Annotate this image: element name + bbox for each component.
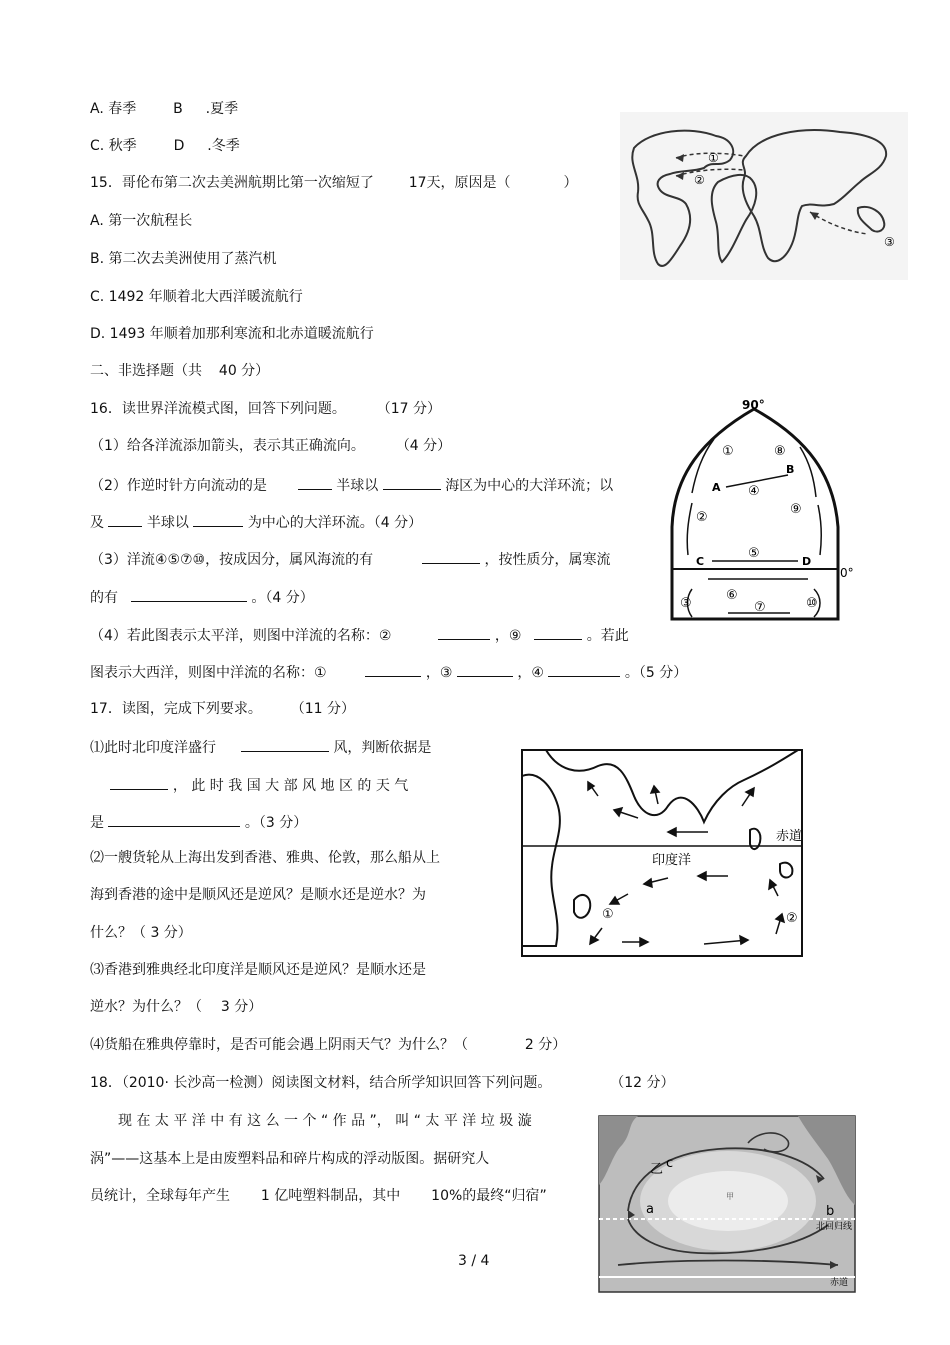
option-a-letter: A.	[90, 101, 104, 117]
q17-p1-text: 风，判断依据是	[333, 740, 432, 756]
answer-blank[interactable]	[110, 775, 168, 790]
q16-p1-text: （1）给各洋流添加箭头，表示其正确流向。	[90, 438, 365, 454]
q18-paragraph-line1: 现 在 太 平 洋 中 有 这 么 一 个 “ 作 品 ”， 叫 “ 太 平 洋 垃 圾 漩	[118, 1113, 532, 1129]
q17-p1-text: 是	[90, 815, 104, 831]
equator-label: 赤道	[776, 829, 803, 844]
indian-ocean-label: 印度洋	[652, 853, 692, 868]
q16-p2-text: 及	[90, 515, 104, 531]
current-3-label: ③	[680, 596, 692, 611]
q15-stem-part: ）	[563, 175, 578, 191]
q16-part-4-line1	[90, 625, 629, 645]
q16-part-2-line1	[90, 475, 613, 495]
answer-blank[interactable]	[457, 662, 513, 677]
current-7-label: ⑦	[754, 600, 766, 615]
q17-part-1-line3	[90, 812, 307, 832]
q16-p2-text: 半球以	[336, 478, 379, 494]
equator-label: 赤道	[830, 1278, 849, 1288]
q15-option-d: D. 1493 年顺着加那利寒流和北赤道暖流航行	[90, 326, 374, 342]
q15-stem-part: 17天，原因是（	[408, 175, 511, 191]
label-c: c	[666, 1156, 674, 1171]
current-9-label: ⑨	[790, 502, 802, 517]
current-10-label: ⑩	[806, 596, 818, 611]
q17-p3-text: 3 分）	[220, 999, 263, 1015]
q17-p1-text: ⑴此时北印度洋盛行	[90, 740, 216, 756]
q16-p2-text: 海区为中心的大洋环流；以	[445, 478, 614, 494]
point-a-label: A	[712, 481, 721, 494]
q17-p4-text: ⑷货船在雅典停靠时，是否可能会遇上阴雨天气？为什么？（	[90, 1037, 468, 1053]
q18-stem	[90, 1074, 675, 1092]
label-b: b	[826, 1204, 835, 1219]
q14-option-row-ab	[90, 100, 238, 118]
option-c-letter: C.	[90, 138, 105, 154]
q15-option-c: C. 1492 年顺着北大西洋暖流航行	[90, 289, 303, 305]
section-heading	[90, 362, 269, 380]
answer-blank[interactable]	[422, 549, 480, 564]
current-1-label: ①	[722, 444, 734, 459]
q17-part-4	[90, 1036, 566, 1054]
q17-part-3-line1: ⑶香港到雅典经北印度洋是顺风还是逆风？是顺水还是	[90, 962, 426, 978]
columbus-route-map-svg	[620, 112, 908, 280]
q16-p1-score: （4 分）	[395, 438, 452, 454]
q16-p4-text: （4）若此图表示太平洋，则图中洋流的名称：②	[90, 628, 392, 644]
q16-part-1	[90, 437, 451, 455]
current-8-label: ⑧	[774, 444, 786, 459]
label-yi: 乙	[650, 1162, 664, 1177]
q17-p1-text: ， 此 时 我 国 大 部 风 地 区 的 天 气	[172, 778, 409, 794]
q16-p3-text: （3）洋流④⑤⑦⑩，按成因分，属风海流的有	[90, 552, 374, 568]
q16-p4-text: 图表示大西洋，则图中洋流的名称：①	[90, 665, 327, 681]
section-heading-part: 40 分）	[218, 363, 270, 379]
q16-p3-text: ，按性质分，属寒流	[484, 552, 611, 568]
latitude-0-label: 0°	[840, 566, 854, 580]
answer-blank[interactable]	[108, 512, 142, 527]
answer-blank[interactable]	[534, 625, 582, 640]
q17-part-3-line2	[90, 998, 262, 1016]
q17-part-2-line1: ⑵一艘货轮从上海出发到香港、雅典、伦敦，那么船从上	[90, 850, 440, 866]
option-b-text: .夏季	[205, 101, 239, 117]
indian-ocean-map-svg	[518, 746, 808, 964]
q16-p4-text: ，④	[517, 665, 544, 681]
q18-para-text: 1 亿吨塑料制品，其中	[260, 1188, 401, 1204]
pacific-map-svg	[598, 1115, 856, 1293]
label-a: a	[646, 1202, 654, 1217]
q16-score: （17 分）	[376, 401, 441, 417]
answer-blank[interactable]	[438, 625, 490, 640]
answer-blank[interactable]	[108, 812, 240, 827]
route-label-1: ①	[708, 151, 719, 165]
answer-blank[interactable]	[298, 475, 332, 490]
label-jia: 甲	[726, 1192, 734, 1201]
option-a-text: 春季	[108, 101, 137, 117]
q17-stem-text: 17．读图，完成下列要求。	[90, 701, 262, 717]
q17-part-1-line1	[90, 737, 431, 757]
ocean-current-model-svg	[662, 395, 862, 627]
point-c-label: C	[696, 555, 705, 568]
q17-p3-text: 逆水？为什么？（	[90, 999, 202, 1015]
q17-p1-text: 。（3 分）	[244, 815, 308, 831]
q16-part-3-line1	[90, 549, 610, 569]
q17-p4-text: 2 分）	[524, 1037, 567, 1053]
q16-part-2-line2	[90, 512, 422, 532]
current-6-label: ⑥	[726, 588, 738, 603]
answer-blank[interactable]	[241, 737, 329, 752]
q15-stem	[90, 174, 577, 192]
q15-option-b: B. 第二次去美洲使用了蒸汽机	[90, 251, 277, 267]
current-2-label: ②	[786, 911, 798, 926]
ocean-current-model-diagram	[662, 395, 862, 627]
q17-score: （11 分）	[290, 701, 355, 717]
point-d-label: D	[802, 555, 812, 568]
q16-p3-text: 的有	[90, 590, 118, 606]
q16-stem-text: 16．读世界洋流模式图，回答下列问题。	[90, 401, 346, 417]
q14-option-row-cd	[90, 137, 240, 155]
option-d-letter: D	[173, 138, 185, 154]
route-label-3: ③	[884, 235, 895, 249]
latitude-90-label: 90°	[742, 398, 765, 412]
q18-stem-text: 18．（2010· 长沙高一检测）阅读图文材料，结合所学知识回答下列问题。	[90, 1075, 552, 1091]
q17-part-2-line2: 海到香港的途中是顺风还是逆风？是顺水还是逆水？为	[90, 887, 426, 903]
q17-stem	[90, 700, 355, 718]
current-1-label: ①	[602, 907, 614, 922]
current-5-label: ⑤	[748, 546, 760, 561]
q16-p3-text: 。（4 分）	[251, 590, 314, 606]
q17-part-2-line3: 什么？（ 3 分）	[90, 925, 192, 941]
indian-ocean-current-map	[518, 746, 808, 964]
q16-part-3-line2	[90, 587, 314, 607]
page-number: 3 / 4	[458, 1253, 490, 1269]
q16-p4-text: ，③	[425, 665, 453, 681]
q15-option-a: A. 第一次航程长	[90, 213, 193, 229]
q16-stem	[90, 400, 441, 418]
answer-blank[interactable]	[383, 475, 441, 490]
option-d-text: .冬季	[207, 138, 240, 154]
answer-blank[interactable]	[365, 662, 421, 677]
q18-paragraph-line3	[90, 1187, 547, 1205]
q16-part-4-line2	[90, 662, 687, 682]
q16-p4-text: ，⑨	[494, 628, 522, 644]
q18-para-text: 员统计，全球每年产生	[90, 1188, 230, 1204]
current-2-label: ②	[696, 510, 708, 525]
q18-paragraph-line2: 涡”——这基本上是由废塑料品和碎片构成的浮动版图。据研究人	[90, 1151, 490, 1167]
q18-score: （12 分）	[610, 1075, 675, 1091]
q16-p4-text: 。若此	[586, 628, 629, 644]
q16-p4-text: 。（5 分）	[624, 665, 688, 681]
option-c-text: 秋季	[108, 138, 137, 154]
q18-para-text: 10%的最终“归宿”	[431, 1188, 547, 1204]
route-label-2: ②	[694, 173, 705, 187]
answer-blank[interactable]	[193, 512, 243, 527]
columbus-route-map	[620, 112, 908, 280]
current-4-label: ④	[748, 484, 760, 499]
q16-p2-text: 为中心的大洋环流。（4 分）	[247, 515, 423, 531]
answer-blank[interactable]	[548, 662, 620, 677]
q15-stem-part: 15．哥伦布第二次去美洲航期比第一次缩短了	[90, 175, 374, 191]
answer-blank[interactable]	[131, 587, 247, 602]
pacific-garbage-gyre-map	[598, 1115, 856, 1293]
section-heading-part: 二、非选择题（共	[90, 363, 202, 379]
tropic-of-cancer-label: 北回归线	[816, 1222, 853, 1232]
q16-p2-text: （2）作逆时针方向流动的是	[90, 478, 267, 494]
q17-part-1-line2	[90, 775, 408, 795]
point-b-label: B	[786, 463, 795, 476]
option-b-letter: B	[173, 101, 183, 117]
q16-p2-text: 半球以	[146, 515, 189, 531]
